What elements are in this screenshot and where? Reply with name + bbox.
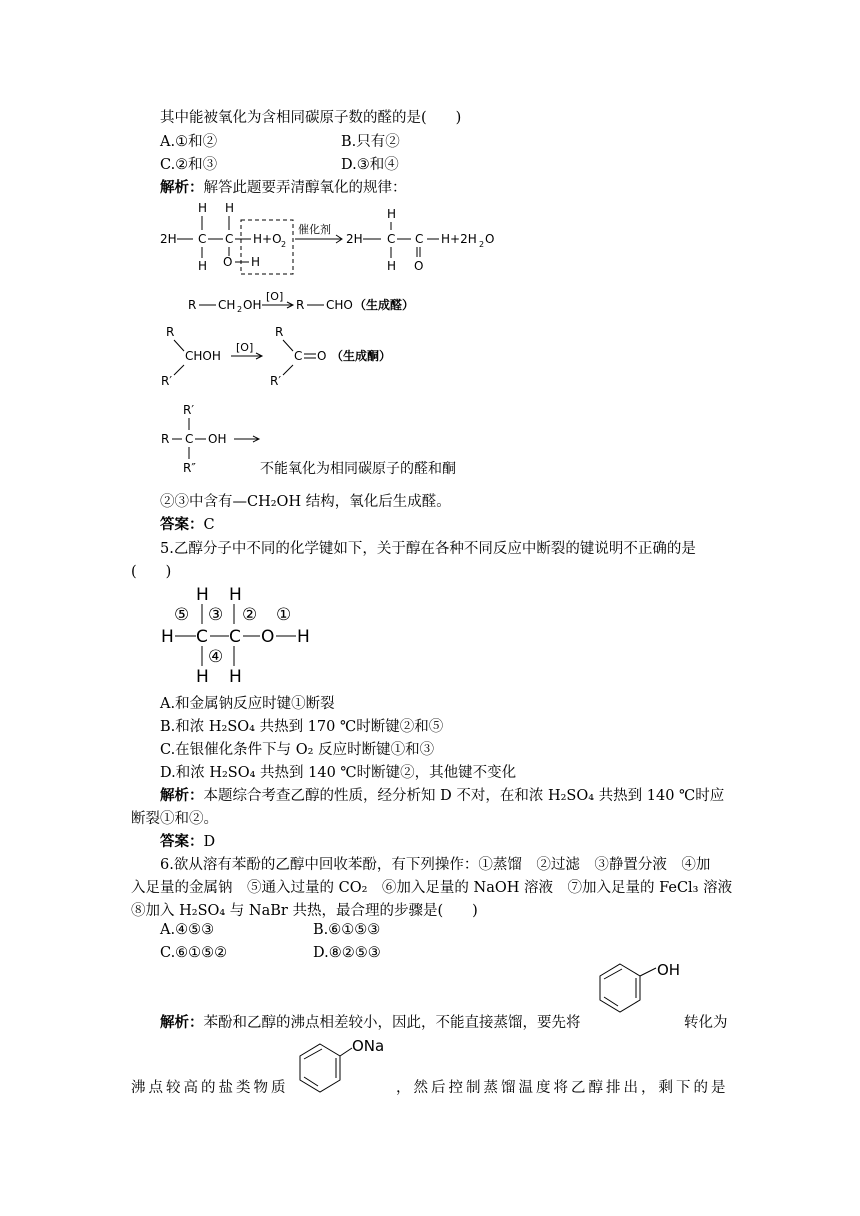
phenol-oh-label: OH (657, 961, 681, 979)
svg-text:R: R (275, 325, 284, 339)
svg-text:R′: R′ (183, 403, 195, 417)
svg-text:R″: R″ (183, 461, 196, 475)
svg-text:2: 2 (281, 240, 287, 249)
svg-text:③: ③ (208, 605, 224, 625)
svg-text:R′: R′ (270, 374, 282, 388)
answer-label: 答案： (160, 833, 204, 850)
q4-option-a: A.①和② (160, 134, 218, 150)
answer-value: C (203, 517, 215, 533)
svg-text:2H: 2H (160, 232, 177, 246)
svg-text:2: 2 (479, 240, 485, 249)
svg-text:2: 2 (237, 305, 243, 314)
svg-text:O: O (317, 349, 327, 363)
svg-text:⑤: ⑤ (174, 605, 190, 625)
oxidant-label-1: [O] (266, 290, 284, 303)
ethanol-bond-diagram (158, 582, 328, 687)
analysis-text-1: 苯酚和乙醇的沸点相差较小，因此，不能直接蒸馏，要先将 (203, 1015, 581, 1031)
q4-stem: 其中能被氧化为含相同碳原子数的醛的是( ) (160, 110, 462, 126)
svg-text:OH: OH (208, 432, 227, 446)
svg-text:H+O: H+O (253, 232, 282, 246)
svg-text:H: H (251, 255, 261, 269)
q6-option-d: D.⑧②⑤③ (313, 945, 381, 961)
svg-text:H: H (387, 259, 397, 273)
q5-option-c: C.在银催化条件下与 O₂ 反应时断键①和③ (160, 742, 435, 758)
svg-text:R: R (166, 325, 175, 339)
gen-ketone-label: （生成酮） (331, 349, 392, 363)
svg-text:C: C (198, 232, 207, 246)
q6-option-b: B.⑥①⑤③ (313, 922, 381, 938)
svg-text:C: C (387, 232, 396, 246)
q6-stem-line1: 6.欲从溶有苯酚的乙醇中回收苯酚，有下列操作：①蒸馏 ②过滤 ③静置分液 ④加 (160, 857, 711, 873)
svg-text:①: ① (276, 605, 292, 625)
svg-text:CH: CH (218, 298, 236, 312)
primary-alcohol-oxidation (188, 290, 448, 320)
analysis-label: 解析： (160, 179, 204, 196)
sodium-phenoxide-structure (298, 1036, 408, 1100)
svg-text:H: H (161, 627, 174, 647)
svg-text:CHOH: CHOH (185, 349, 221, 363)
oxidant-label-2: [O] (236, 341, 254, 354)
q6-analysis-salt: 沸点较高的盐类物质 (131, 1080, 289, 1096)
q5-option-d: D.和浓 H₂SO₄ 共热到 140 ℃时断键②，其他键不变化 (160, 765, 517, 781)
q4-answer (160, 513, 215, 534)
svg-text:C: C (196, 627, 208, 647)
svg-text:H+2H: H+2H (441, 232, 477, 246)
svg-text:O: O (485, 232, 495, 246)
svg-text:④: ④ (208, 647, 224, 667)
q4-conclusion: ②③中含有—CH₂OH 结构，氧化后生成醛。 (160, 494, 451, 510)
phenol-structure (598, 962, 698, 1026)
svg-text:R: R (161, 432, 170, 446)
q5-stem-line1: 5.乙醇分子中不同的化学键如下，关于醇在各种不同反应中断裂的键说明不正确的是 (160, 541, 696, 557)
answer-value: D (203, 834, 216, 850)
cannot-oxidize-note: 不能氧化为相同碳原子的醛和酮 (260, 461, 456, 477)
svg-text:C: C (185, 432, 194, 446)
q4-option-c: C.②和③ (160, 157, 218, 173)
analysis-label: 解析： (160, 1014, 204, 1031)
analysis-text: 本题综合考查乙醇的性质，经分析知 D 不对，在和浓 H₂SO₄ 共热到 140 ℃时应 (203, 788, 725, 804)
secondary-alcohol-oxidation (158, 323, 418, 388)
svg-text:O: O (223, 255, 233, 269)
svg-text:O: O (261, 627, 275, 647)
q5-option-a: A.和金属钠反应时键①断裂 (160, 696, 335, 712)
svg-text:OH: OH (243, 298, 262, 312)
svg-text:H: H (196, 585, 209, 605)
svg-text:C: C (229, 627, 241, 647)
svg-text:H: H (196, 667, 209, 687)
analysis-text: 解答此题要弄清醇氧化的规律： (203, 180, 407, 196)
q6-stem-line3: ⑧加入 H₂SO₄ 与 NaBr 共热，最合理的步骤是( ) (131, 903, 478, 919)
q6-option-c: C.⑥①⑤② (160, 945, 228, 961)
q4-analysis (160, 176, 407, 197)
ethanol-oxidation-diagram (155, 200, 515, 280)
svg-text:H: H (198, 201, 208, 215)
svg-text:C: C (294, 349, 303, 363)
q5-analysis-line1 (160, 784, 724, 805)
svg-text:H: H (229, 585, 242, 605)
q4-option-d: D.③和④ (341, 157, 399, 173)
svg-text:H: H (198, 259, 208, 273)
gen-aldehyde-label: （生成醛） (354, 298, 415, 312)
svg-text:H: H (297, 627, 310, 647)
svg-text:H: H (229, 667, 242, 687)
svg-text:R: R (296, 298, 305, 312)
q6-stem-line2: 入足量的金属钠 ⑤通入过量的 CO₂ ⑥加入足量的 NaOH 溶液 ⑦加入足量的 FeCl₃ 溶液 (131, 880, 733, 896)
svg-text:C: C (415, 232, 424, 246)
q5-answer (160, 830, 215, 851)
svg-text:O: O (414, 259, 424, 273)
analysis-label: 解析： (160, 787, 204, 804)
svg-text:H: H (387, 207, 397, 221)
q6-analysis-line1 (160, 1011, 581, 1032)
catalyst-label: 催化剂 (298, 223, 331, 236)
q6-option-a: A.④⑤③ (160, 922, 215, 938)
svg-text:2H: 2H (346, 232, 363, 246)
q5-option-b: B.和浓 H₂SO₄ 共热到 170 ℃时断键②和⑤ (160, 719, 444, 735)
q6-analysis-line2: ，然后控制蒸馏温度将乙醇排出，剩下的是 (396, 1080, 729, 1096)
svg-text:H: H (225, 201, 235, 215)
svg-text:C: C (225, 232, 234, 246)
q4-option-b: B.只有② (341, 134, 400, 150)
q6-analysis-convert: 转化为 (684, 1015, 728, 1031)
svg-text:CHO: CHO (326, 298, 353, 312)
phenoxide-ona-label: ONa (352, 1037, 385, 1055)
svg-text:R′: R′ (161, 374, 173, 388)
answer-label: 答案： (160, 516, 204, 533)
q5-stem-line2: ( ) (131, 564, 172, 580)
svg-text:②: ② (242, 605, 258, 625)
q5-analysis-line2: 断裂①和②。 (131, 811, 218, 827)
svg-text:R: R (188, 298, 197, 312)
